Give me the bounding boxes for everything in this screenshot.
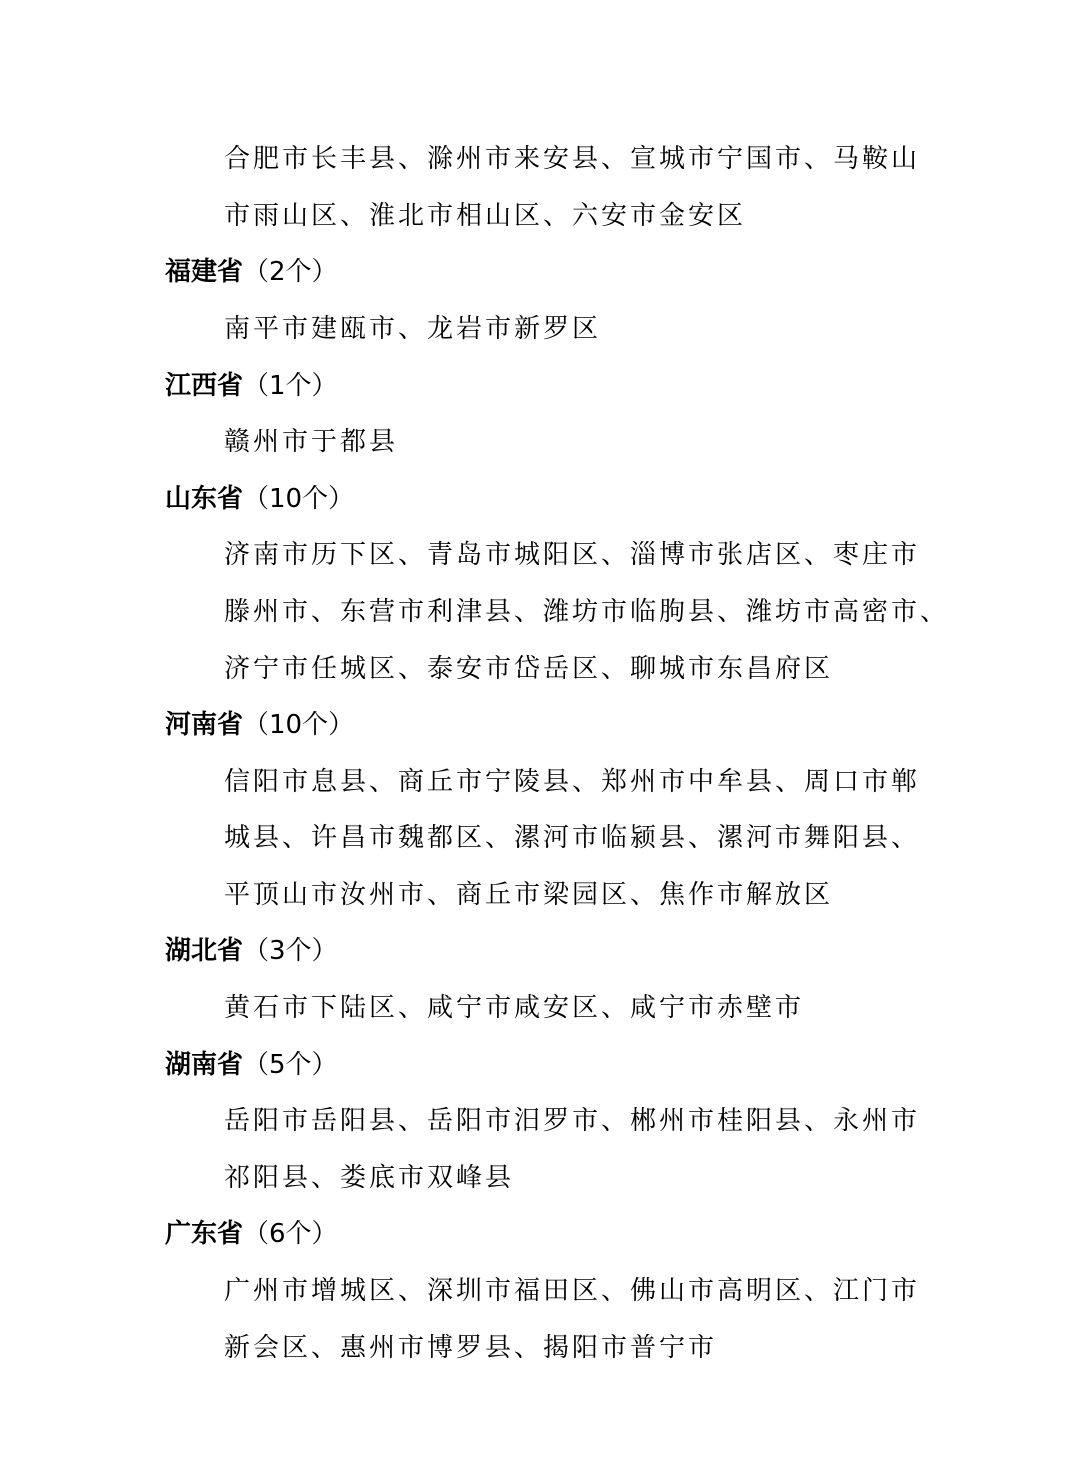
province-heading-shandong — [165, 486, 354, 512]
list-item: 广州市增城区、深圳市福田区、佛山市高明区、江门市 — [224, 1276, 921, 1306]
list-item: 赣州市于都县 — [224, 427, 399, 457]
list-item: 济宁市任城区、泰安市岱岳区、聊城市东昌府区 — [224, 654, 834, 684]
list-item: 南平市建瓯市、龙岩市新罗区 — [224, 314, 602, 344]
list-item: 城县、许昌市魏都区、漯河市临颍县、漯河市舞阳县、 — [224, 823, 921, 853]
province-count: （3个） — [243, 936, 338, 966]
province-heading-fujian — [165, 259, 338, 285]
province-count: （5个） — [243, 1050, 338, 1080]
list-item: 滕州市、东营市利津县、潍坊市临朐县、潍坊市高密市、 — [224, 597, 950, 627]
province-count: （1个） — [243, 371, 338, 401]
province-heading-guangdong — [165, 1221, 338, 1247]
list-item: 平顶山市汝州市、商丘市梁园区、焦作市解放区 — [224, 880, 834, 910]
province-count: （6个） — [243, 1219, 338, 1249]
province-count: （10个） — [243, 484, 355, 514]
province-name: 广东省 — [165, 1219, 244, 1249]
province-name: 山东省 — [165, 484, 244, 514]
list-item: 祁阳县、娄底市双峰县 — [224, 1163, 515, 1193]
province-heading-jiangxi — [165, 373, 338, 399]
province-heading-hunan — [165, 1052, 338, 1078]
province-name: 湖北省 — [165, 936, 244, 966]
list-item: 济南市历下区、青岛市城阳区、淄博市张店区、枣庄市 — [224, 540, 921, 570]
province-name: 江西省 — [165, 371, 244, 401]
list-item: 信阳市息县、商丘市宁陵县、郑州市中牟县、周口市郸 — [224, 767, 921, 797]
province-count: （10个） — [243, 710, 355, 740]
list-item: 岳阳市岳阳县、岳阳市汨罗市、郴州市桂阳县、永州市 — [224, 1106, 921, 1136]
province-name: 湖南省 — [165, 1050, 244, 1080]
province-heading-hubei — [165, 938, 338, 964]
province-name: 福建省 — [165, 257, 244, 287]
province-heading-henan — [165, 712, 354, 738]
list-item: 新会区、惠州市博罗县、揭阳市普宁市 — [224, 1333, 718, 1363]
province-name: 河南省 — [165, 710, 244, 740]
list-item: 黄石市下陆区、咸宁市咸安区、咸宁市赤壁市 — [224, 993, 805, 1023]
province-count: （2个） — [243, 257, 338, 287]
list-item: 市雨山区、淮北市相山区、六安市金安区 — [224, 201, 747, 231]
list-item: 合肥市长丰县、滁州市来安县、宣城市宁国市、马鞍山 — [224, 144, 921, 174]
